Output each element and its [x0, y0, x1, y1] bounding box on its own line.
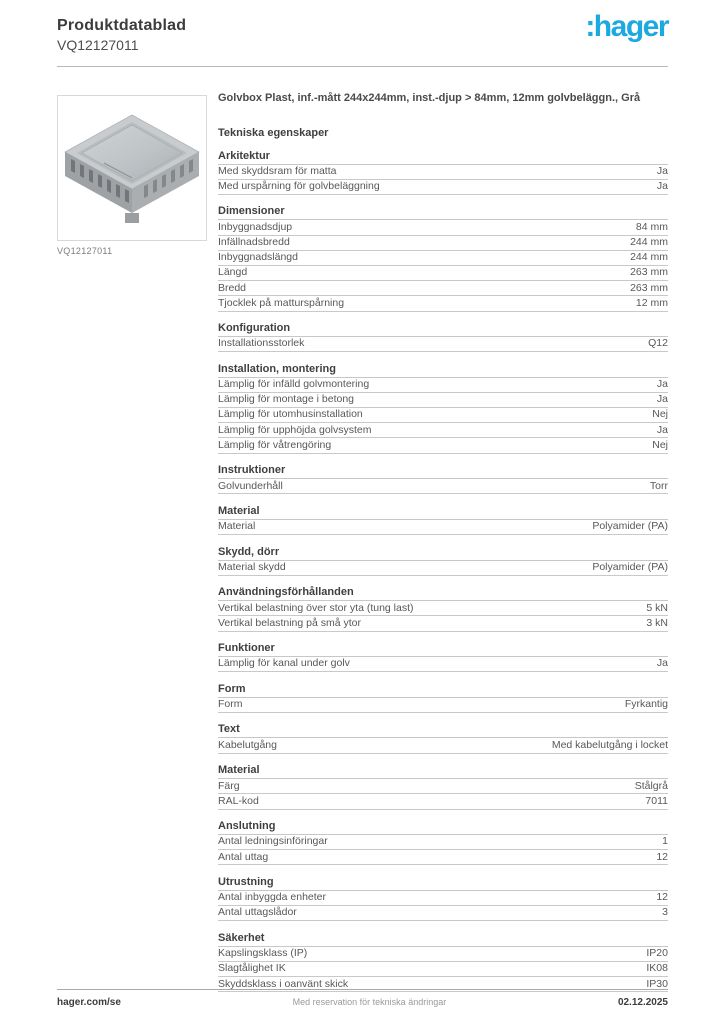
spec-row: [218, 408, 668, 423]
spec-label: Tjocklek på matturspårning: [218, 296, 345, 309]
spec-value: 263 mm: [630, 281, 668, 294]
doc-type-title: Produktdatablad: [57, 17, 187, 34]
spec-value: 12: [656, 850, 668, 863]
spec-value: 244 mm: [630, 251, 668, 264]
spec-label: Lämplig för kanal under golv: [218, 657, 350, 670]
spec-section: [218, 505, 668, 535]
spec-value: 3 kN: [646, 616, 668, 629]
page-footer: [57, 989, 668, 1008]
footer-website-link[interactable]: hager.com/se: [57, 997, 121, 1008]
spec-row: [218, 616, 668, 631]
spec-label: Lämplig för upphöjda golvsystem: [218, 423, 372, 436]
spec-section: [218, 150, 668, 195]
spec-label: Lämplig för montage i betong: [218, 393, 355, 406]
spec-section: [218, 205, 668, 311]
spec-value: Stålgrå: [634, 779, 668, 792]
spec-row: [218, 393, 668, 408]
spec-value: Q12: [648, 337, 668, 350]
spec-row: [218, 165, 668, 180]
spec-value: Ja: [656, 393, 668, 406]
spec-column: [218, 91, 668, 992]
spec-row: [218, 520, 668, 535]
product-title: Golvbox Plast, inf.-mått 244x244mm, inst.-djup > 84mm, 12mm golvbeläggn., Grå: [218, 92, 641, 104]
spec-value: IK08: [646, 962, 668, 975]
spec-value: 5 kN: [646, 601, 668, 614]
spec-row: [218, 220, 668, 235]
spec-label: Färg: [218, 779, 240, 792]
spec-row: [218, 236, 668, 251]
spec-row: [218, 962, 668, 977]
spec-section: [218, 464, 668, 494]
spec-row: [218, 281, 668, 296]
spec-row: [218, 850, 668, 865]
spec-label: Slagtålighet IK: [218, 962, 286, 975]
spec-value: Polyamider (PA): [592, 520, 668, 533]
spec-sections: [218, 150, 668, 993]
spec-section-title: Material: [218, 764, 668, 779]
spec-row: [218, 906, 668, 921]
spec-label: Form: [218, 698, 243, 711]
spec-value: Ja: [656, 423, 668, 436]
spec-row: [218, 779, 668, 794]
spec-row: [218, 251, 668, 266]
spec-section: [218, 363, 668, 454]
spec-section: [218, 820, 668, 865]
spec-label: Med urspårning för golvbeläggning: [218, 180, 380, 193]
spec-section-title: Material: [218, 505, 668, 520]
spec-label: Antal inbyggda enheter: [218, 891, 326, 904]
spec-section: [218, 932, 668, 993]
spec-label: Kabelutgång: [218, 738, 277, 751]
spec-row: [218, 479, 668, 494]
main-content: [57, 67, 668, 992]
spec-row: [218, 947, 668, 962]
spec-section-title: Anslutning: [218, 820, 668, 835]
spec-section-title: Skydd, dörr: [218, 546, 668, 561]
spec-value: Ja: [656, 164, 668, 177]
spec-value: 12: [656, 891, 668, 904]
product-image-column: [57, 95, 207, 256]
spec-label: Inbyggnadsdjup: [218, 220, 293, 233]
spec-value: IP30: [646, 977, 668, 990]
spec-label: Lämplig för utomhusinstallation: [218, 408, 363, 421]
product-image-caption: VQ12127011: [57, 246, 113, 256]
spec-section: [218, 546, 668, 576]
spec-label: Lämplig för infälld golvmontering: [218, 378, 370, 391]
spec-label: Antal uttag: [218, 850, 269, 863]
spec-section: [218, 322, 668, 352]
spec-label: Vertikal belastning på små ytor: [218, 616, 361, 629]
spec-section-title: Installation, montering: [218, 363, 668, 378]
spec-label: Längd: [218, 266, 248, 279]
spec-value: Polyamider (PA): [592, 560, 668, 573]
spec-value: Ja: [656, 378, 668, 391]
spec-value: Med kabelutgång i locket: [551, 738, 668, 751]
spec-value: 244 mm: [630, 235, 668, 248]
spec-row: [218, 835, 668, 850]
spec-section: [218, 764, 668, 809]
spec-row: [218, 698, 668, 713]
footer-disclaimer: Med reservation för tekniska ändringar: [292, 997, 447, 1007]
spec-label: Vertikal belastning över stor yta (tung last): [218, 601, 414, 614]
spec-label: Med skyddsram för matta: [218, 164, 337, 177]
footer-date: 02.12.2025: [617, 997, 668, 1008]
spec-section-title: Dimensioner: [218, 205, 668, 220]
spec-section-title: Instruktioner: [218, 464, 668, 479]
spec-section-title: Funktioner: [218, 642, 668, 657]
spec-row: [218, 657, 668, 672]
spec-row: [218, 378, 668, 393]
spec-value: IP20: [646, 947, 668, 960]
spec-label: Kapslingsklass (IP): [218, 947, 308, 960]
spec-label: Antal uttagslådor: [218, 906, 297, 919]
spec-section: [218, 683, 668, 713]
spec-section: [218, 723, 668, 753]
spec-value: 1: [662, 835, 668, 848]
spec-section-title: Utrustning: [218, 876, 668, 891]
spec-section-title: Säkerhet: [218, 932, 668, 947]
spec-label: Installationsstorlek: [218, 337, 305, 350]
floor-box-illustration: [59, 97, 205, 239]
spec-value: 263 mm: [630, 266, 668, 279]
spec-label: RAL-kod: [218, 794, 259, 807]
spec-value: Nej: [652, 438, 668, 451]
spec-row: [218, 423, 668, 438]
tech-properties-heading: Tekniska egenskaper: [218, 127, 329, 139]
spec-value: 3: [662, 906, 668, 919]
spec-section-title: Arkitektur: [218, 150, 668, 165]
spec-section: [218, 586, 668, 631]
spec-value: 12 mm: [635, 296, 668, 309]
spec-label: Material skydd: [218, 560, 286, 573]
spec-row: [218, 296, 668, 311]
spec-label: Inbyggnadslängd: [218, 251, 298, 264]
spec-label: Lämplig för våtrengöring: [218, 438, 332, 451]
spec-row: [218, 561, 668, 576]
spec-value: Ja: [656, 657, 668, 670]
spec-section: [218, 642, 668, 672]
spec-section-title: Form: [218, 683, 668, 698]
spec-label: Antal ledningsinföringar: [218, 835, 328, 848]
product-image: [57, 95, 207, 241]
product-code: VQ12127011: [57, 37, 139, 53]
spec-section-title: Konfiguration: [218, 322, 668, 337]
spec-row: [218, 738, 668, 753]
spec-value: Torr: [649, 479, 668, 492]
spec-section: [218, 876, 668, 921]
spec-label: Skyddsklass i oanvänt skick: [218, 977, 349, 990]
spec-label: Material: [218, 520, 256, 533]
spec-value: Ja: [656, 180, 668, 193]
spec-row: [218, 438, 668, 453]
spec-row: [218, 794, 668, 809]
spec-value: Nej: [652, 408, 668, 421]
spec-row: [218, 266, 668, 281]
spec-section-title: Text: [218, 723, 668, 738]
spec-value: 84 mm: [635, 220, 668, 233]
spec-row: [218, 891, 668, 906]
spec-row: [218, 601, 668, 616]
spec-row: [218, 180, 668, 195]
hager-logo: :hager: [585, 10, 668, 43]
spec-label: Infällnadsbredd: [218, 235, 290, 248]
spec-section-title: Användningsförhållanden: [218, 586, 668, 601]
page-header: [57, 0, 668, 67]
spec-value: 7011: [645, 794, 668, 807]
spec-label: Bredd: [218, 281, 247, 294]
spec-label: Golvunderhåll: [218, 479, 283, 492]
spec-value: Fyrkantig: [624, 698, 668, 711]
spec-row: [218, 337, 668, 352]
